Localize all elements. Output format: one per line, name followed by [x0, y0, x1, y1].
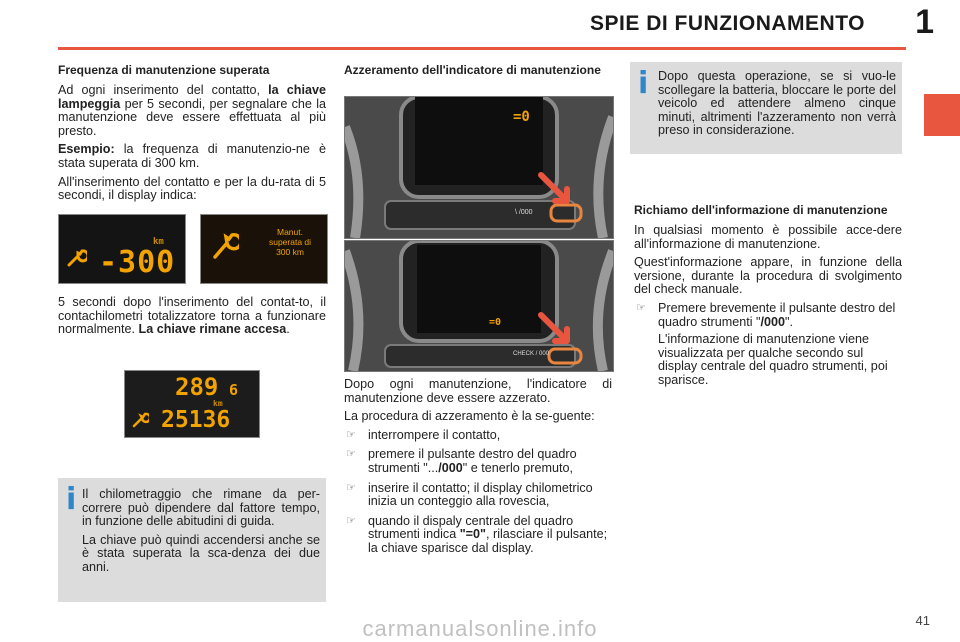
- text-run: per 5 secondi, per segnalare che la manutenzione deve essere effettuata al più presto.: [58, 96, 326, 138]
- text-run: Ad ogni inserimento del contatto,: [58, 83, 269, 97]
- message-line: Manut.: [277, 227, 303, 237]
- recall-steps: [634, 302, 902, 388]
- info-text: Dopo questa operazione, se si vuo-le scollegare la batteria, bloccare le porte del veicolo ed attendere almeno cinque minuti, altrimenti l'azzeramento non verrà preso in considerazione.: [658, 69, 896, 138]
- procedure-steps: [344, 429, 612, 556]
- photo-display-value: =0: [513, 109, 530, 125]
- right-paragraph-2: Quest'informazione appare, in funzione della versione, durante la procedura di svolgimento del check manuale.: [634, 255, 902, 297]
- dashboard-photo-1: [344, 96, 614, 239]
- pointing-hand-icon: ☞: [346, 428, 356, 441]
- step-text-bold: /000: [760, 314, 785, 329]
- page-number: 41: [915, 613, 930, 628]
- right-paragraph-1: In qualsiasi momento è possibile acce-dere all'informazione di manutenzione.: [634, 223, 902, 251]
- chapter-number: 1: [915, 3, 934, 41]
- right-heading: Richiamo dell'informazione di manutenzione: [634, 203, 888, 217]
- middle-heading: Azzeramento dell'indicatore di manutenzione: [344, 63, 601, 77]
- step-note: L'informazione di manutenzione viene visualizzata per qualche secondo sul display centrale del quadro strumenti, poi sparisce.: [658, 332, 888, 387]
- middle-text-block: [344, 378, 612, 562]
- left-paragraph-3: All'inserimento del contatto e per la du-rata di 5 secondi, il display indica:: [58, 174, 326, 203]
- middle-paragraph-2: La procedura di azzeramento è la se-guente:: [344, 409, 595, 424]
- km-unit: km: [213, 399, 223, 408]
- text-run: 5 secondi dopo l'inserimento del contat-to, il contachilometri totalizzatore torna a funzionare normalmente.: [58, 295, 326, 337]
- left-text-block: [58, 64, 326, 208]
- info-icon: i: [66, 482, 77, 517]
- procedure-step: [344, 482, 612, 509]
- message-line: superata di: [268, 237, 312, 247]
- wrench-icon: [65, 247, 87, 269]
- middle-paragraph-1: Dopo ogni manutenzione, l'indicatore di manutenzione deve essere azzerato.: [344, 377, 612, 405]
- left-paragraph-1: [58, 84, 326, 138]
- procedure-step: [344, 515, 612, 556]
- photo-button-label: CHECK / 000: [513, 351, 550, 357]
- trip-decimal: 6: [229, 381, 239, 399]
- km-unit: km: [153, 237, 164, 247]
- procedure-step: [634, 302, 902, 388]
- step-text: " e tenerlo premuto,: [462, 460, 573, 475]
- step-text: interrompere il contatto,: [368, 427, 501, 442]
- info-box-left: [58, 478, 326, 602]
- text-run: .: [286, 322, 290, 337]
- dashboard-illustration: [345, 97, 613, 238]
- odometer-display: [124, 370, 260, 438]
- step-text-bold: /000: [438, 460, 463, 475]
- trip-value: 289: [175, 373, 219, 401]
- display-countdown: [58, 214, 186, 284]
- total-value: 25136: [161, 407, 231, 433]
- dashboard-illustration: [345, 241, 613, 371]
- left-heading: Frequenza di manutenzione superata: [58, 63, 270, 77]
- step-text: , rilasciare il pulsante; la chiave sparisce dal display.: [368, 527, 608, 555]
- info-paragraph: La chiave può quindi accendersi anche se è stata superata la sca-denza dei due anni.: [82, 532, 320, 574]
- procedure-step: [344, 429, 612, 443]
- wrench-icon: [209, 229, 239, 261]
- info-icon: i: [638, 66, 649, 101]
- info-text: [82, 488, 320, 580]
- step-text: quando il dispaly centrale del quadro strumenti indica: [368, 513, 574, 542]
- step-text-bold: "=0": [459, 527, 487, 542]
- dashboard-photo-2: [344, 240, 614, 372]
- page-title: SPIE DI FUNZIONAMENTO: [590, 12, 865, 35]
- watermark: carmanualsonline.info: [362, 616, 598, 641]
- message-text: [255, 227, 325, 257]
- photo-display-value: =0: [489, 317, 502, 328]
- countdown-value: -300: [99, 245, 176, 280]
- pointing-hand-icon: ☞: [346, 448, 356, 461]
- right-text-block: [634, 204, 902, 394]
- pointing-hand-icon: ☞: [636, 301, 646, 314]
- left-paragraph-4: [58, 296, 326, 342]
- pointing-hand-icon: ☞: [346, 514, 356, 527]
- photo-button-label: \ /000: [515, 209, 533, 216]
- pointing-hand-icon: ☞: [346, 481, 356, 494]
- header-rule: [58, 47, 906, 50]
- left-paragraph-2: [58, 143, 326, 170]
- info-box-right: [630, 62, 902, 154]
- step-text: inserire il contatto; il display chilometrico inizia un conteggio alla rovescia,: [368, 480, 593, 509]
- procedure-step: [344, 448, 612, 475]
- info-paragraph: Il chilometraggio che rimane da per-correre può dipendere dal fattore tempo, in funzione delle abitudini di guida.: [82, 487, 320, 529]
- text-run-bold: La chiave rimane accesa: [138, 322, 287, 337]
- message-line: 300 km: [276, 247, 304, 257]
- step-text: ".: [785, 314, 793, 329]
- text-run-bold: Esempio:: [58, 142, 115, 157]
- step-text: Premere brevemente il pulsante destro del quadro strumenti ": [658, 300, 896, 329]
- step-text: premere il pulsante destro del quadro strumenti "...: [368, 447, 577, 475]
- text-run-bold: la chiave lampeggia: [58, 83, 326, 111]
- display-message: [200, 214, 328, 284]
- chapter-tab[interactable]: [924, 94, 960, 136]
- wrench-icon: [131, 411, 149, 429]
- text-run: la frequenza di manutenzio-ne è stata superata di 300 km.: [58, 142, 326, 170]
